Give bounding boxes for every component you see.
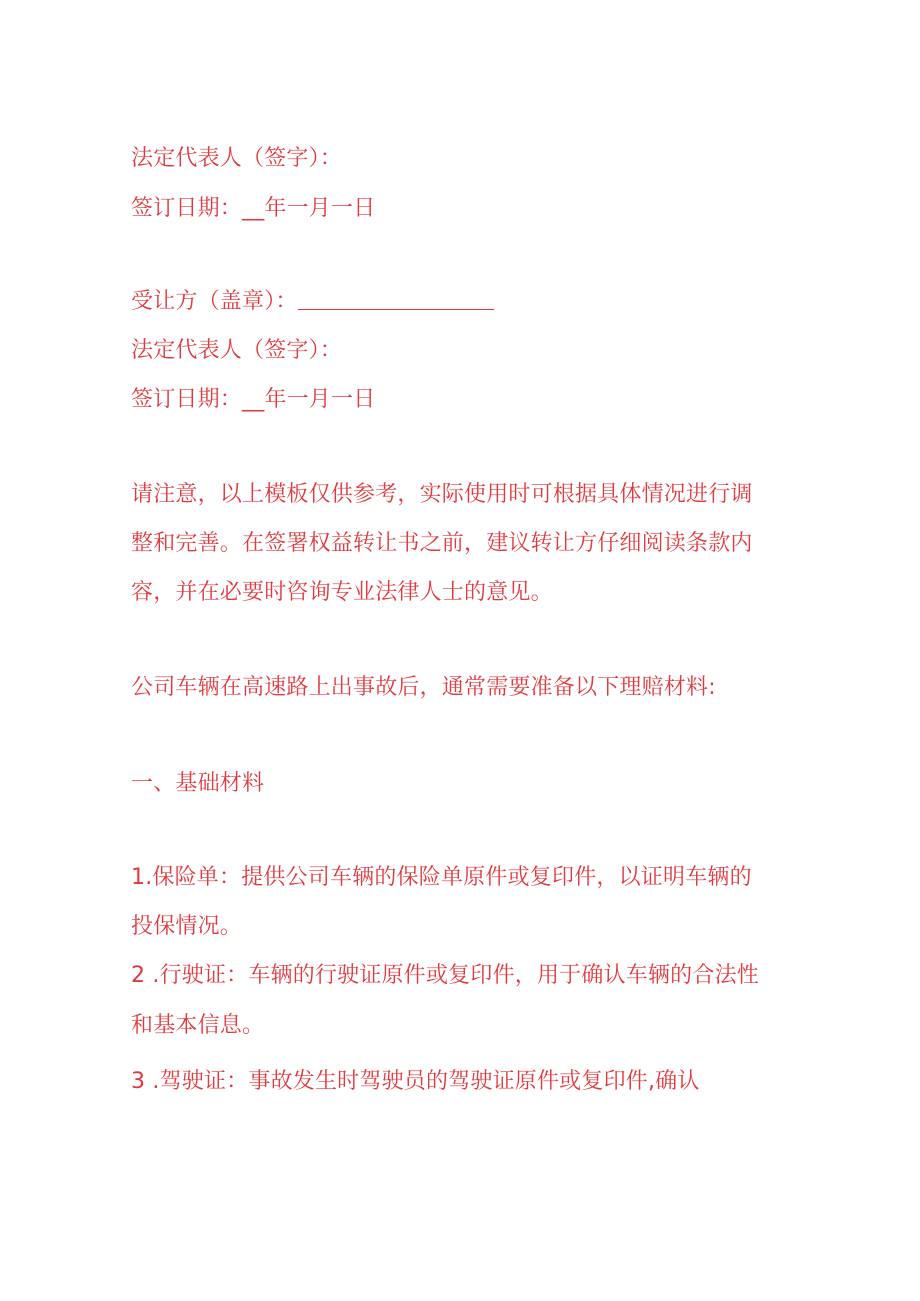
notice-line-2: 整和完善。在签署权益转让书之前，建议转让方仔细阅读条款内	[131, 531, 753, 556]
item-2-line-2: 和基本信息。	[131, 1013, 265, 1038]
assignee-legal-rep-signature-line: 法定代表人（签字）：	[131, 338, 343, 363]
assignee-seal-line	[131, 287, 494, 317]
assignor-legal-rep-signature-line: 法定代表人（签字）：	[131, 146, 343, 171]
claims-intro-paragraph: 公司车辆在高速路上出事故后，通常需要准备以下理赔材料:	[131, 675, 716, 700]
section-heading-basic-materials: 一、基础材料	[131, 771, 265, 796]
assignee-sign-date-line: 签订日期：__年一月一日	[131, 387, 376, 412]
assignor-sign-date-line: 签订日期：__年一月一日	[131, 196, 376, 221]
assignee-party-label: 受让方（盖章）：	[131, 289, 298, 314]
item-3-line-1: 3 .驾驶证：事故发生时驾驶员的驾驶证原件或复印件,确认	[131, 1069, 700, 1094]
item-1-line-1: 1.保险单：提供公司车辆的保险单原件或复印件，以证明车辆的	[131, 865, 752, 890]
item-1-line-2: 投保情况。	[131, 914, 243, 939]
item-2-line-1: 2 .行驶证：车辆的行驶证原件或复印件，用于确认车辆的合法性	[131, 963, 759, 988]
notice-line-1: 请注意，以上模板仅供参考，实际使用时可根据具体情况进行调	[131, 482, 753, 507]
notice-line-3: 容，并在必要时咨询专业法律人士的意见。	[131, 580, 553, 605]
assignee-blank-underline	[298, 289, 494, 310]
